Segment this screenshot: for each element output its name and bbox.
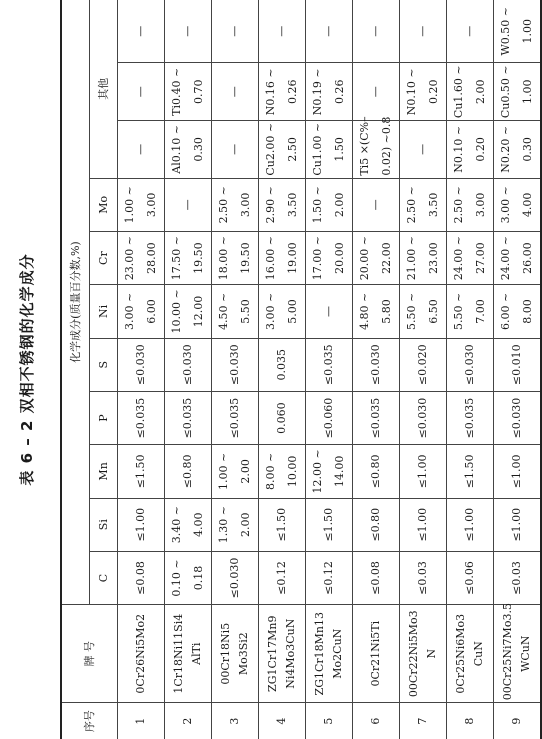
cell-line: W0.50 ~ (498, 7, 512, 56)
composition-cell (399, 338, 446, 391)
composition-cell (446, 338, 493, 391)
cell-line: 1.00 ~ (216, 452, 230, 490)
header-element: P (89, 391, 117, 444)
row-grade: 0Cr26Ni5Mo2 (117, 605, 164, 703)
composition-cell (493, 445, 541, 498)
cell-line: 4.50 ~ (216, 292, 230, 331)
cell-line: 16.00 ~ (263, 236, 277, 281)
composition-cell (164, 338, 211, 391)
cell-line: N0.10 ~ (404, 68, 418, 116)
composition-cell (305, 551, 352, 604)
cell-line: 5.80 (379, 299, 393, 324)
cell-line: Cu0.50 ~ (498, 65, 512, 119)
cell-line: Ti5 ×(C%– (357, 116, 371, 176)
composition-cell (446, 63, 493, 121)
cell-line: 7.00 (473, 299, 487, 324)
composition-cell (117, 231, 164, 284)
cell-line: ≤0.030 (227, 344, 241, 386)
composition-cell (493, 231, 541, 284)
cell-line: 3.00 (238, 192, 252, 218)
cell-line: 19.50 (191, 242, 205, 274)
cell-line: ≤0.035 (227, 397, 241, 439)
cell-line: 28.00 (144, 242, 158, 274)
cell-line: ≤0.035 (180, 397, 194, 439)
cell-line: — (133, 143, 147, 155)
composition-cell (352, 391, 399, 444)
cell-line: ≤0.010 (509, 344, 523, 386)
composition-cell (399, 445, 446, 498)
composition-cell (399, 498, 446, 551)
composition-cell (399, 551, 446, 604)
composition-cell (258, 178, 305, 231)
composition-cell (352, 445, 399, 498)
cell-line: — (415, 25, 429, 37)
cell-line: 14.00 (332, 455, 346, 488)
composition-cell (164, 285, 211, 338)
composition-cell (164, 445, 211, 498)
cell-line: — (321, 25, 335, 37)
header-element: Mn (89, 445, 117, 498)
cell-line: Cu2.00 ~ (263, 122, 277, 176)
cell-line: 4.00 (191, 512, 205, 537)
composition-cell (399, 231, 446, 284)
cell-line: 24.00 ~ (451, 236, 465, 281)
cell-line: 0.18 (191, 565, 205, 591)
cell-line: ≤1.50 (274, 507, 288, 542)
cell-line: 0.30 (191, 137, 205, 162)
composition-cell (117, 498, 164, 551)
cell-line: ≤0.030 (133, 344, 147, 386)
cell-line: — (368, 25, 382, 37)
composition-cell (211, 338, 258, 391)
cell-line: ≤1.50 (133, 454, 147, 489)
composition-cell (258, 0, 305, 63)
cell-line: — (180, 199, 194, 211)
cell-line: 4.00 (520, 192, 534, 218)
cell-line: 20.00 ~ (357, 236, 371, 281)
cell-line: ≤1.00 (462, 507, 476, 542)
composition-cell (258, 445, 305, 498)
cell-line: 19.00 (285, 242, 299, 274)
cell-line: 2.00 (473, 79, 487, 105)
cell-line: 1.00 (520, 19, 534, 44)
cell-line: ≤0.12 (274, 561, 288, 595)
cell-line: — (274, 25, 288, 37)
cell-line: 0.20 (473, 137, 487, 162)
row-seq: 4 (258, 703, 305, 739)
cell-line: — (368, 199, 382, 211)
cell-line: 8.00 ~ (263, 452, 277, 490)
cell-line: 3.50 (285, 192, 299, 218)
composition-cell (493, 0, 541, 63)
header-element: C (89, 551, 117, 604)
composition-cell (399, 0, 446, 63)
composition-cell (211, 121, 258, 179)
row-grade: ZG1Cr18Mn13 Mo2CuN (305, 605, 352, 703)
composition-cell (399, 63, 446, 121)
cell-line: — (368, 86, 382, 98)
cell-line: Al0.10 ~ (169, 125, 183, 174)
composition-cell (493, 338, 541, 391)
composition-cell (493, 178, 541, 231)
cell-line: ≤0.035 (321, 344, 335, 386)
composition-cell (305, 178, 352, 231)
row-grade: 00Cr22Ni5Mo3 N (399, 605, 446, 703)
cell-line: — (227, 86, 241, 98)
composition-cell (117, 551, 164, 604)
composition-cell (211, 445, 258, 498)
cell-line: 17.00 ~ (310, 236, 324, 281)
cell-line: 1.30 ~ (216, 506, 230, 544)
cell-line: 10.00 (285, 455, 299, 488)
cell-line: 2.50 (285, 137, 299, 162)
row-seq: 2 (164, 703, 211, 739)
cell-line: 5.50 (238, 299, 252, 324)
cell-line: 5.50 ~ (451, 292, 465, 331)
cell-line: ≤0.035 (133, 397, 147, 439)
composition-cell (493, 498, 541, 551)
cell-line: 19.50 (238, 242, 252, 274)
cell-line: 0.30 (520, 137, 534, 162)
composition-cell (258, 231, 305, 284)
composition-cell (211, 63, 258, 121)
cell-line: N0.10 ~ (451, 125, 465, 173)
cell-line: 0.26 (285, 79, 299, 105)
composition-cell (164, 498, 211, 551)
composition-cell (446, 498, 493, 551)
composition-cell (352, 116, 399, 179)
cell-line: ≤0.030 (227, 557, 241, 599)
composition-cell (399, 391, 446, 444)
cell-line: 24.00 ~ (498, 236, 512, 281)
composition-table (60, 0, 542, 739)
cell-line: 12.00 (191, 295, 205, 328)
composition-cell (117, 121, 164, 179)
table-row (305, 0, 352, 739)
cell-line: ≤0.12 (321, 561, 335, 595)
composition-cell (211, 0, 258, 63)
cell-line: 23.00 (426, 242, 440, 274)
composition-cell (211, 551, 258, 604)
cell-line: Ti0.40 ~ (169, 67, 183, 116)
cell-line: — (133, 25, 147, 37)
table-row (164, 0, 211, 739)
header-element: Cr (89, 231, 117, 284)
composition-cell (305, 63, 352, 121)
composition-cell (305, 0, 352, 63)
row-grade: 00Cr18Ni5 Mo3Si2 (211, 605, 258, 703)
cell-line: 1.50 (332, 137, 346, 162)
header-grade: 牌 号 (61, 605, 117, 703)
cell-line: 3.00 (473, 192, 487, 218)
composition-cell (352, 178, 399, 231)
cell-line: ≤0.060 (321, 397, 335, 439)
cell-line: N0.20 ~ (498, 125, 512, 173)
composition-cell (258, 63, 305, 121)
cell-line: 5.00 (285, 299, 299, 324)
cell-line: 2.00 (238, 512, 252, 537)
cell-line: 2.50 ~ (451, 186, 465, 224)
composition-cell (305, 498, 352, 551)
cell-line: ≤0.020 (415, 344, 429, 386)
cell-line: ≤0.80 (368, 507, 382, 542)
cell-line: ≤0.035 (368, 397, 382, 439)
cell-line: 3.50 (426, 192, 440, 218)
composition-cell (164, 391, 211, 444)
cell-line: — (462, 25, 476, 37)
row-seq: 3 (211, 703, 258, 739)
composition-cell (446, 178, 493, 231)
composition-cell (446, 0, 493, 63)
table-caption: 表 6 – 2 双相不锈钢的化学成分 (18, 253, 36, 486)
cell-line: Cu1.60 ~ (451, 65, 465, 119)
row-grade: ZG1Cr17Mn9 Ni4Mo3CuN (258, 605, 305, 703)
cell-line: N0.16 ~ (263, 68, 277, 116)
cell-line: ≤0.80 (368, 454, 382, 489)
composition-cell (446, 551, 493, 604)
row-seq: 6 (352, 703, 399, 739)
cell-line: ≤0.035 (462, 397, 476, 439)
composition-cell (117, 63, 164, 121)
table-row (446, 0, 493, 739)
header-seq: 序号 (61, 703, 117, 739)
header-composition: 化学成分(质量百分数,%) (61, 0, 89, 605)
composition-cell (352, 498, 399, 551)
composition-cell (164, 551, 211, 604)
table-row (493, 0, 541, 739)
composition-cell (211, 498, 258, 551)
composition-cell (164, 178, 211, 231)
cell-line: 27.00 (473, 242, 487, 274)
composition-cell (352, 338, 399, 391)
cell-line: 23.00 ~ (122, 236, 136, 281)
composition-cell (305, 121, 352, 179)
cell-line: 2.00 (332, 192, 346, 218)
composition-cell (446, 231, 493, 284)
cell-line: ≤1.50 (321, 507, 335, 542)
composition-cell (211, 178, 258, 231)
composition-cell (399, 121, 446, 179)
cell-line: 26.00 (520, 242, 534, 274)
composition-cell (258, 391, 305, 444)
composition-cell (493, 121, 541, 179)
cell-line: ≤0.030 (180, 344, 194, 386)
composition-cell (164, 231, 211, 284)
row-seq: 8 (446, 703, 493, 739)
row-seq: 7 (399, 703, 446, 739)
row-grade: 0Cr25Ni6Mo3 CuN (446, 605, 493, 703)
composition-cell (258, 338, 305, 391)
cell-line: ≤0.030 (462, 344, 476, 386)
composition-cell (446, 445, 493, 498)
cell-line: ≤0.030 (368, 344, 382, 386)
composition-cell (117, 0, 164, 63)
cell-line: ≤0.08 (368, 561, 382, 595)
cell-line: 1.50 ~ (310, 186, 324, 224)
composition-cell (164, 121, 211, 179)
cell-line: 6.50 (426, 299, 440, 324)
composition-cell (446, 285, 493, 338)
composition-cell (352, 551, 399, 604)
cell-line: — (227, 143, 241, 155)
cell-line: 2.00 (238, 459, 252, 484)
cell-line: 8.00 (520, 299, 534, 324)
row-grade: 00Cr25Ni7Mo3.5 WCuN (493, 605, 541, 703)
cell-line: 4.80 ~ (357, 292, 371, 331)
cell-line: 1.00 (520, 79, 534, 105)
composition-cell (446, 391, 493, 444)
cell-line: 18.00 ~ (216, 236, 230, 281)
cell-line: ≤0.80 (180, 454, 194, 489)
cell-line: 6.00 ~ (498, 292, 512, 331)
composition-cell (399, 178, 446, 231)
header-element: S (89, 338, 117, 391)
cell-line: 10.00 ~ (169, 289, 183, 334)
cell-line: 17.50 ~ (169, 236, 183, 281)
row-seq: 1 (117, 703, 164, 739)
cell-line: N0.19 ~ (310, 68, 324, 116)
composition-cell (258, 498, 305, 551)
cell-line: 12.00 ~ (310, 449, 324, 494)
composition-cell (117, 178, 164, 231)
cell-line: ≤1.00 (133, 507, 147, 542)
composition-cell (352, 0, 399, 63)
table-row (258, 0, 305, 739)
cell-line: 0.035 (274, 349, 288, 381)
cell-line: 0.20 (426, 79, 440, 105)
cell-line: 3.00 (144, 192, 158, 218)
cell-line: ≤0.08 (133, 561, 147, 595)
cell-line: 0.26 (332, 79, 346, 105)
cell-line: ≤0.03 (509, 561, 523, 595)
composition-cell (305, 338, 352, 391)
table-row (352, 0, 399, 739)
header-other: 其他 (89, 0, 117, 178)
cell-line: — (321, 305, 335, 317)
cell-line: ≤1.00 (415, 454, 429, 489)
cell-line: — (180, 25, 194, 37)
cell-line: — (415, 143, 429, 155)
cell-line: ≤1.00 (509, 454, 523, 489)
cell-line: — (227, 25, 241, 37)
cell-line: 2.90 ~ (263, 186, 277, 224)
row-grade: 1Cr18Ni11Si4 AlTi (164, 605, 211, 703)
cell-line: 1.00 ~ (122, 186, 136, 224)
composition-cell (258, 121, 305, 179)
composition-cell (352, 285, 399, 338)
cell-line: 6.00 (144, 299, 158, 324)
composition-cell (305, 391, 352, 444)
composition-cell (211, 391, 258, 444)
cell-line: 0.70 (191, 79, 205, 105)
cell-line: 3.40 ~ (169, 506, 183, 544)
cell-line: ≤1.00 (415, 507, 429, 542)
composition-cell (117, 338, 164, 391)
composition-cell (164, 63, 211, 121)
composition-cell (117, 445, 164, 498)
composition-cell (211, 285, 258, 338)
composition-cell (117, 285, 164, 338)
cell-line: — (133, 86, 147, 98)
cell-line: 5.50 ~ (404, 292, 418, 331)
composition-cell (446, 121, 493, 179)
cell-line: 3.00 ~ (122, 292, 136, 331)
cell-line: 21.00 ~ (404, 236, 418, 281)
table-row (399, 0, 446, 739)
header-element: Si (89, 498, 117, 551)
cell-line: 0.02) ~0.8 (379, 116, 393, 176)
cell-line: 2.50 ~ (404, 186, 418, 224)
composition-cell (305, 445, 352, 498)
cell-line: 3.00 ~ (263, 292, 277, 331)
row-seq: 5 (305, 703, 352, 739)
composition-cell (258, 551, 305, 604)
cell-line: 0.10 ~ (169, 559, 183, 597)
composition-cell (305, 231, 352, 284)
cell-line: 0.060 (274, 402, 288, 434)
cell-line: ≤1.00 (509, 507, 523, 542)
composition-cell (493, 391, 541, 444)
composition-cell (117, 391, 164, 444)
composition-cell (305, 285, 352, 338)
cell-line: Cu1.00 ~ (310, 122, 324, 176)
header-element: Mo (89, 178, 117, 231)
table-row (117, 0, 164, 739)
cell-line: ≤0.030 (415, 397, 429, 439)
composition-cell (211, 231, 258, 284)
table-row (211, 0, 258, 739)
composition-cell (493, 63, 541, 121)
cell-line: ≤0.030 (509, 397, 523, 439)
composition-cell (352, 231, 399, 284)
cell-line: ≤1.50 (462, 454, 476, 489)
row-grade: 0Cr21Ni5Ti (352, 605, 399, 703)
cell-line: 2.50 ~ (216, 186, 230, 224)
row-seq: 9 (493, 703, 541, 739)
composition-cell (399, 285, 446, 338)
composition-cell (164, 0, 211, 63)
cell-line: 3.00 ~ (498, 186, 512, 224)
composition-cell (493, 551, 541, 604)
cell-line: ≤0.06 (462, 561, 476, 595)
composition-cell (258, 285, 305, 338)
composition-cell (493, 285, 541, 338)
header-element: Ni (89, 285, 117, 338)
composition-cell (352, 63, 399, 121)
cell-line: ≤0.03 (415, 561, 429, 595)
cell-line: 22.00 (379, 242, 393, 274)
cell-line: 20.00 (332, 242, 346, 274)
